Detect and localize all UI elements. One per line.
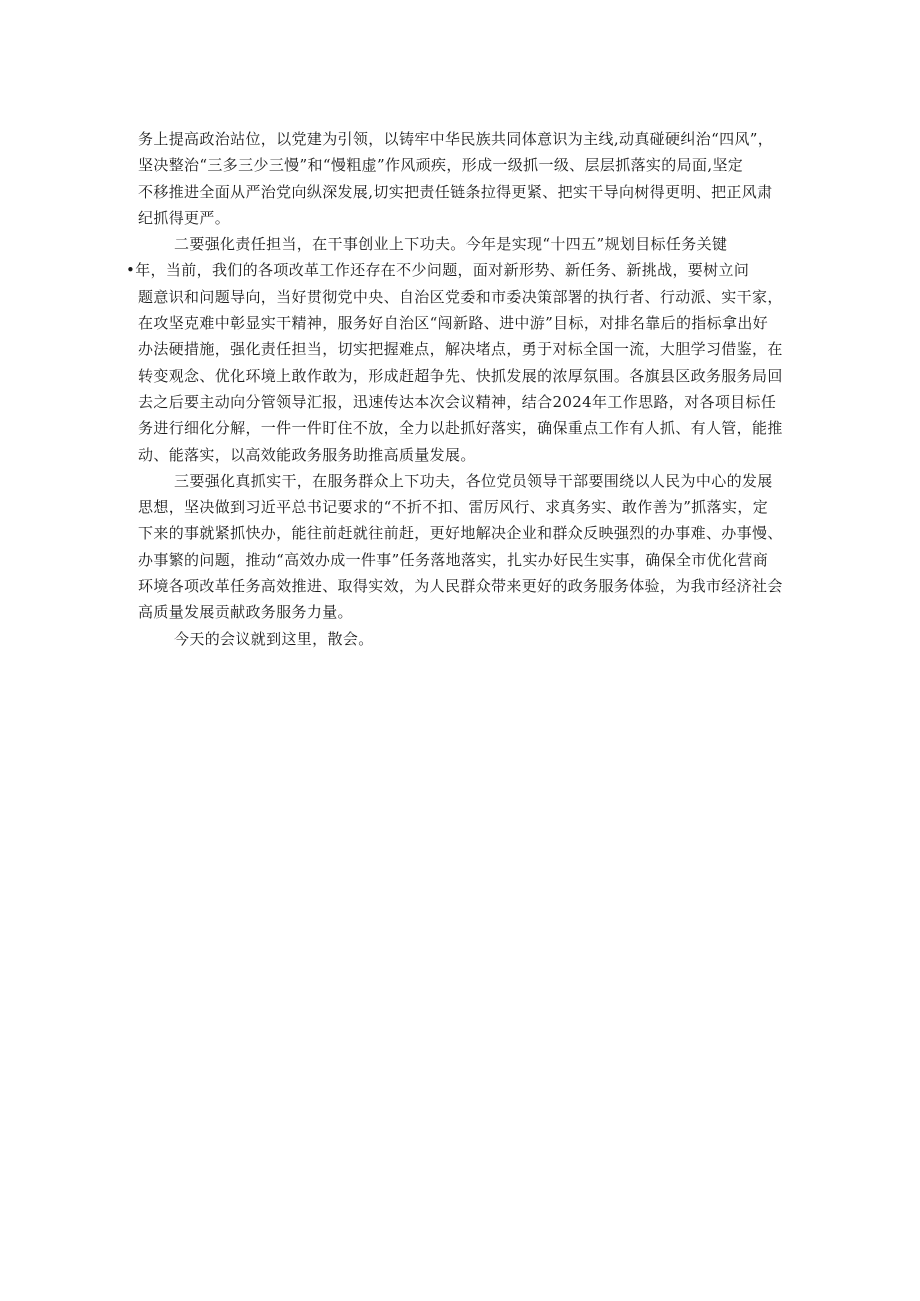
text-line: 高质量发展贡献政务服务力量。 [138,603,353,622]
text-line: 转变观念、优化环境上敢作敢为，形成赶超争先、快抓发展的浓厚氛围。各旗县区政务服务局回 [138,366,783,385]
paragraph-start-line: 二要强化责任担当，在干事创业上下功夫。今年是实现“十四五”规划目标任务关键 [174,235,728,254]
text-line: 纪抓得更严。 [138,208,231,227]
text-line: 去之后要主动向分管领导汇报，迅速传达本次会议精神，结合2024年工作思路，对各项目标任 [138,392,777,411]
closing-line: 今天的会议就到这里，散会。 [174,629,374,648]
text-line: 思想，坚决做到习近平总书记要求的“不折不扣、雷厉风行、求真务实、敢作善为”抓落实，定 [138,498,769,517]
text-line: 坚决整治“三多三少三慢”和“慢粗虚”作风顽疾，形成一级抓一级、层层抓落实的局面,坚定 [138,156,744,175]
text-line: 下来的事就紧抓快办，能往前赶就往前赶，更好地解决企业和群众反映强烈的办事难、办事慢、 [138,524,783,543]
text-line: 在攻坚克难中彰显实干精神，服务好自治区“闯新路、进中游”目标，对排名靠后的指标拿出好 [138,314,769,333]
text-line: 动、能落实，以高效能政务服务助推高质量发展。 [138,445,476,464]
text-line: 题意识和问题导向，当好贯彻党中央、自治区党委和市委决策部署的执行者、行动派、实干家， [138,287,783,306]
text-line: 办事繁的问题，推动“高效办成一件事”任务落地落实，扎实办好民生实事，确保全市优化营商 [138,550,769,569]
document-body [126,126,798,652]
text-line: •年，当前，我们的各项改革工作还存在不少问题，面对新形势、新任务、新挑战，要树立问 [126,261,750,280]
paragraph-start-line: 三要强化真抓实干，在服务群众上下功夫，各位党员领导干部要围绕以人民为中心的发展 [174,471,773,490]
text-line: 不移推进全面从严治党向纵深发展,切实把责任链条拉得更紧、把实干导向树得更明、把正风肃 [138,182,773,201]
text-line: 办法硬措施，强化责任担当，切实把握难点，解决堵点，勇于对标全国一流，大胆学习借鉴，在 [138,340,783,359]
text-line: 务进行细化分解，一件一件盯住不放，全力以赴抓好落实，确保重点工作有人抓、有人管，能推 [138,419,783,438]
text-line: 环境各项改革任务高效推进、取得实效，为人民群众带来更好的政务服务体验，为我市经济社会 [138,577,783,596]
text-line: 务上提高政治站位，以党建为引领，以铸牢中华民族共同体意识为主线,动真碰硬纠治“四风”， [138,130,774,148]
